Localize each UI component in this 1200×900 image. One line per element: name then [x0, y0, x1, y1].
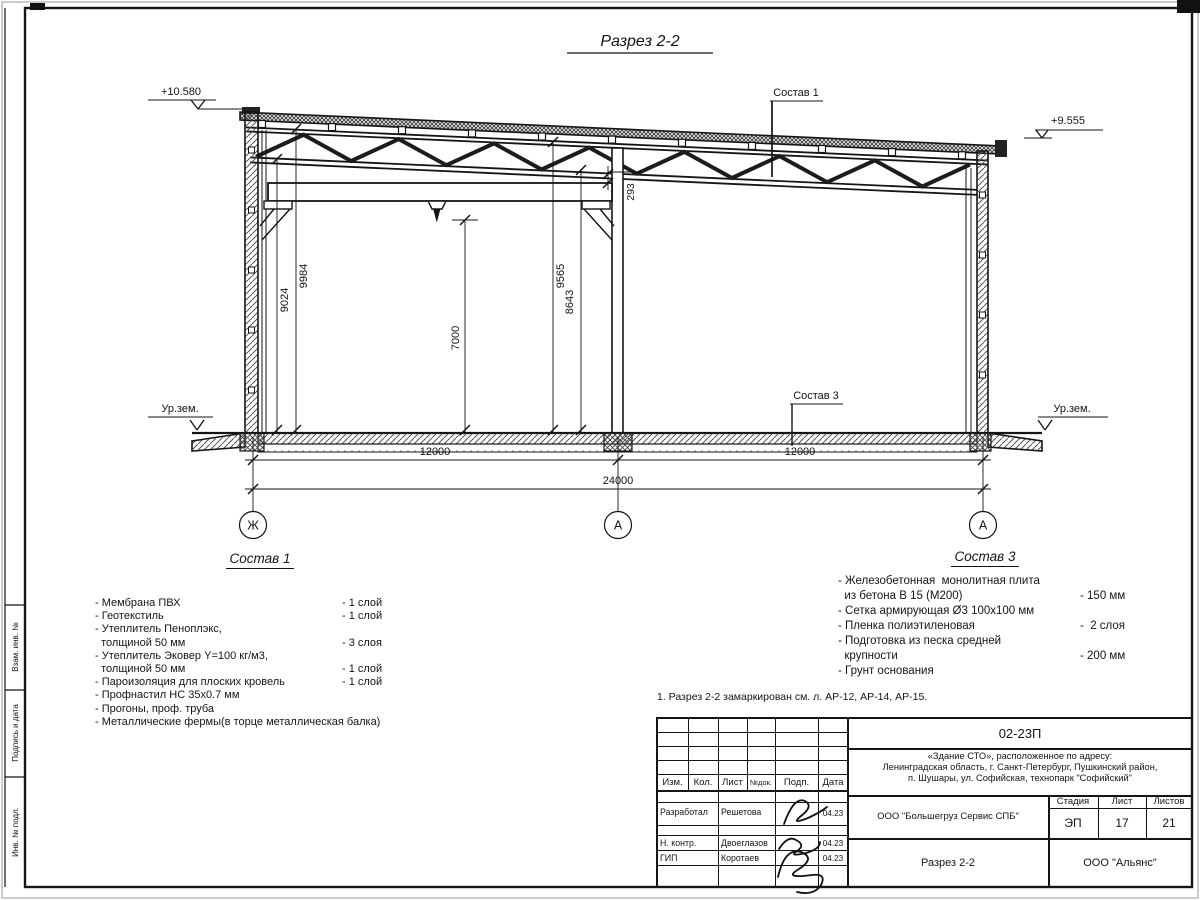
sheet-note: 1. Разрез 2-2 замаркирован см. л. АР-12, АР-14, АР-15.	[657, 691, 928, 703]
dim-7000: 7000	[450, 325, 462, 351]
row-role: ГИП	[660, 853, 678, 863]
callout-sostav3-label: Состав 3	[793, 390, 839, 402]
col-data: Дата	[822, 776, 844, 788]
list-item: - Сетка армирующая Ø3 100х100 мм	[838, 605, 1035, 617]
dim-9024: 9024	[279, 287, 291, 313]
sostav3-list	[838, 575, 1138, 680]
floor-slab	[192, 433, 1042, 452]
dim-9565: 9565	[555, 263, 567, 289]
col-kol: Кол.	[693, 776, 713, 788]
stamp-podpis-label: Подпись и дата	[11, 704, 20, 762]
apron-right	[988, 433, 1042, 451]
axis-label-a2: А	[978, 518, 988, 533]
list-item: - Утеплитель Пеноплэкс,	[95, 623, 222, 636]
list-item: - Геотекстиль - 1 слой	[95, 610, 383, 623]
ground-mark-right	[1038, 403, 1108, 430]
drawing-title: Разрез 2-2	[600, 33, 680, 50]
sostav1-list	[95, 597, 425, 729]
design-company: ООО "Альянс"	[1083, 856, 1157, 869]
row-date: 04.23	[822, 853, 844, 863]
axis-markers	[240, 512, 997, 539]
col-list: Лист	[722, 776, 743, 788]
project-address	[848, 751, 1192, 784]
elevation-mark-left	[148, 86, 244, 109]
row-date: 04.23	[822, 808, 844, 818]
left-frame-stamp	[5, 8, 25, 887]
list-item: толщиной 50 мм - 3 слоя	[95, 636, 383, 649]
col-izm: Изм.	[662, 776, 683, 788]
dim-293: 293	[625, 183, 637, 201]
elevation-mark-right	[1024, 115, 1103, 138]
roof-edge-cap	[995, 140, 1007, 157]
dim-8643: 8643	[564, 289, 576, 315]
stage-label: Стадия	[1056, 796, 1090, 807]
building-section	[192, 107, 1042, 452]
list-item: - Грунт основания	[838, 665, 934, 677]
row-name: Коротаев	[721, 853, 759, 863]
crane-beam	[260, 183, 614, 240]
list-item: - Пленка полиэтиленовая - 2 слоя	[838, 620, 1126, 632]
row-date: 04.23	[822, 838, 844, 848]
elevation-right-value: +9.555	[1051, 115, 1085, 127]
list-item: из бетона В 15 (М200) - 150 мм	[838, 590, 1126, 602]
col-podp: Подп.	[783, 776, 810, 788]
elevation-left-value: +10.580	[160, 86, 202, 98]
sheet-label: Лист	[1111, 796, 1133, 807]
vertical-dimensions	[272, 124, 642, 435]
list-item: толщиной 50 мм - 1 слой	[95, 662, 383, 675]
row-role: Н. контр.	[660, 838, 697, 848]
stamp-inv-label: Инв. № подл.	[11, 807, 20, 857]
list-item: крупности - 200 мм	[838, 650, 1126, 662]
contractor-org: ООО "Большегруз Сервис СПБ"	[877, 811, 1019, 822]
list-item: - Пароизоляция для плоских кровель - 1 слой	[95, 676, 383, 689]
list-item: - Металлические фермы(в торце металлическая балка)	[95, 715, 381, 728]
list-item: - Профнастил НС 35х0.7 мм	[95, 689, 240, 702]
ground-mark-left	[148, 403, 213, 430]
dim-bay1: 12000	[419, 446, 451, 458]
dim-total: 24000	[602, 475, 634, 487]
sostav3-title: Состав 3	[835, 549, 1135, 564]
stage-value: ЭП	[1064, 816, 1082, 830]
list-item: - Мембрана ПВХ - 1 слой	[95, 597, 383, 609]
stamp-vzam-label: Взам. инв. №	[11, 622, 20, 672]
row-name: Решетова	[721, 807, 762, 817]
row-role: Разработал	[660, 807, 708, 817]
row-name: Двоеглазов	[721, 838, 768, 848]
list-item: - Прогоны, проф. труба	[95, 702, 215, 715]
callout-sostav1-label: Состав 1	[773, 87, 819, 99]
sheet-title: Разрез 2-2	[920, 856, 975, 869]
doc-number: 02-23П	[998, 725, 1042, 741]
project-line: Ленинградская область, г. Санкт-Петербург, Пушкинский район,	[882, 762, 1158, 772]
axis-label-a1: А	[613, 518, 623, 533]
dim-9984: 9984	[298, 263, 310, 289]
scan-artifact	[30, 3, 45, 10]
crane-trolley	[428, 201, 446, 209]
col-ndok: №док.	[750, 777, 772, 787]
project-line: п. Шушары, ул. Софийская, технопарк "Софийский"	[908, 773, 1132, 783]
project-line: «Здание СТО», расположенное по адресу:	[927, 751, 1113, 761]
axis-label-zh: Ж	[247, 518, 259, 533]
ground-right-label: Ур.зем.	[1053, 403, 1091, 415]
ground-left-label: Ур.зем.	[161, 403, 199, 415]
list-item: - Утеплитель Эковер Y=100 кг/м3,	[95, 649, 268, 662]
crane-hook	[434, 209, 441, 221]
sheets-label: Листов	[1153, 796, 1185, 807]
list-item: - Подготовка из песка средней	[838, 635, 1002, 647]
apron-left	[192, 433, 245, 451]
sheet-value: 17	[1115, 816, 1129, 830]
sheets-value: 21	[1162, 816, 1176, 830]
sostav1-title: Состав 1	[95, 551, 425, 566]
list-item: - Железобетонная монолитная плита	[838, 575, 1040, 587]
scan-artifact	[1177, 0, 1200, 13]
dim-bay2: 12000	[784, 446, 816, 458]
middle-column	[612, 148, 623, 433]
